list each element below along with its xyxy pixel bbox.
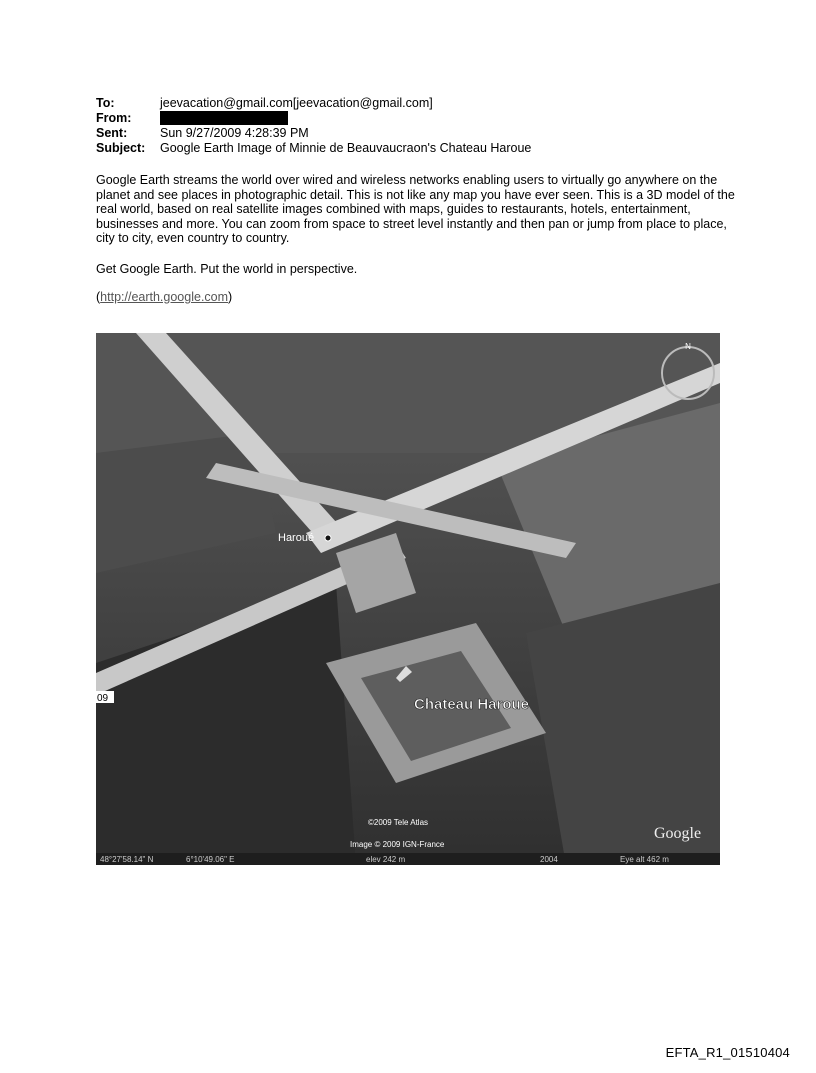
earth-link[interactable]: http://earth.google.com: [100, 290, 229, 304]
elevation: elev 242 m: [366, 855, 406, 864]
link-line: [96, 290, 232, 304]
email-header: [96, 96, 531, 156]
from-label: From:: [96, 111, 132, 125]
sent-row: [96, 126, 531, 141]
tagline: Get Google Earth. Put the world in perspective.: [96, 262, 358, 276]
link-open-paren: (: [96, 290, 101, 304]
compass-letter: N: [685, 342, 691, 351]
chateau-label: Chateau Haroue: [414, 696, 530, 713]
to-row: [96, 96, 531, 111]
latitude: 48°27'58.14" N: [100, 855, 154, 864]
town-marker-icon: [325, 535, 331, 541]
sent-value: Sun 9/27/2009 4:28:39 PM: [160, 126, 309, 140]
email-body: [96, 173, 736, 246]
copyright-ign: Image © 2009 IGN-France: [350, 840, 445, 849]
google-logo: Google: [654, 825, 702, 842]
longitude: 6°10'49.06" E: [186, 855, 235, 864]
town-label: Haroué: [278, 532, 315, 544]
subject-label: Subject:: [96, 141, 146, 155]
road-number: 09: [97, 693, 109, 704]
eye-altitude: Eye alt 462 m: [620, 855, 669, 864]
redaction-block: [160, 111, 288, 125]
to-label: To:: [96, 96, 115, 110]
subject-row: [96, 141, 531, 156]
from-row: [96, 111, 531, 126]
imagery-year: 2004: [540, 855, 558, 864]
satellite-map-image: [96, 333, 720, 865]
link-close-paren: ): [228, 290, 233, 304]
map-svg: [96, 333, 720, 865]
subject-value: Google Earth Image of Minnie de Beauvaucraon's Chateau Haroue: [160, 141, 532, 155]
sent-label: Sent:: [96, 126, 128, 140]
to-value: jeevacation@gmail.com[jeevacation@gmail.com]: [160, 96, 433, 110]
document-id: EFTA_R1_01510404: [665, 1045, 790, 1060]
body-paragraph: Google Earth streams the world over wired and wireless networks enabling users to virtually go anywhere on the planet and see places in photographic detail. This is not like any map you have ever seen. This is a 3D model of the real world, based on real satellite images combined with maps, guides to restaurants, hotels, entertainment, businesses and more. You can zoom from space to street level instantly and then pan or jump from place to place, city to city, even country to country.: [96, 173, 735, 246]
copyright-tele-atlas: ©2009 Tele Atlas: [368, 818, 429, 827]
